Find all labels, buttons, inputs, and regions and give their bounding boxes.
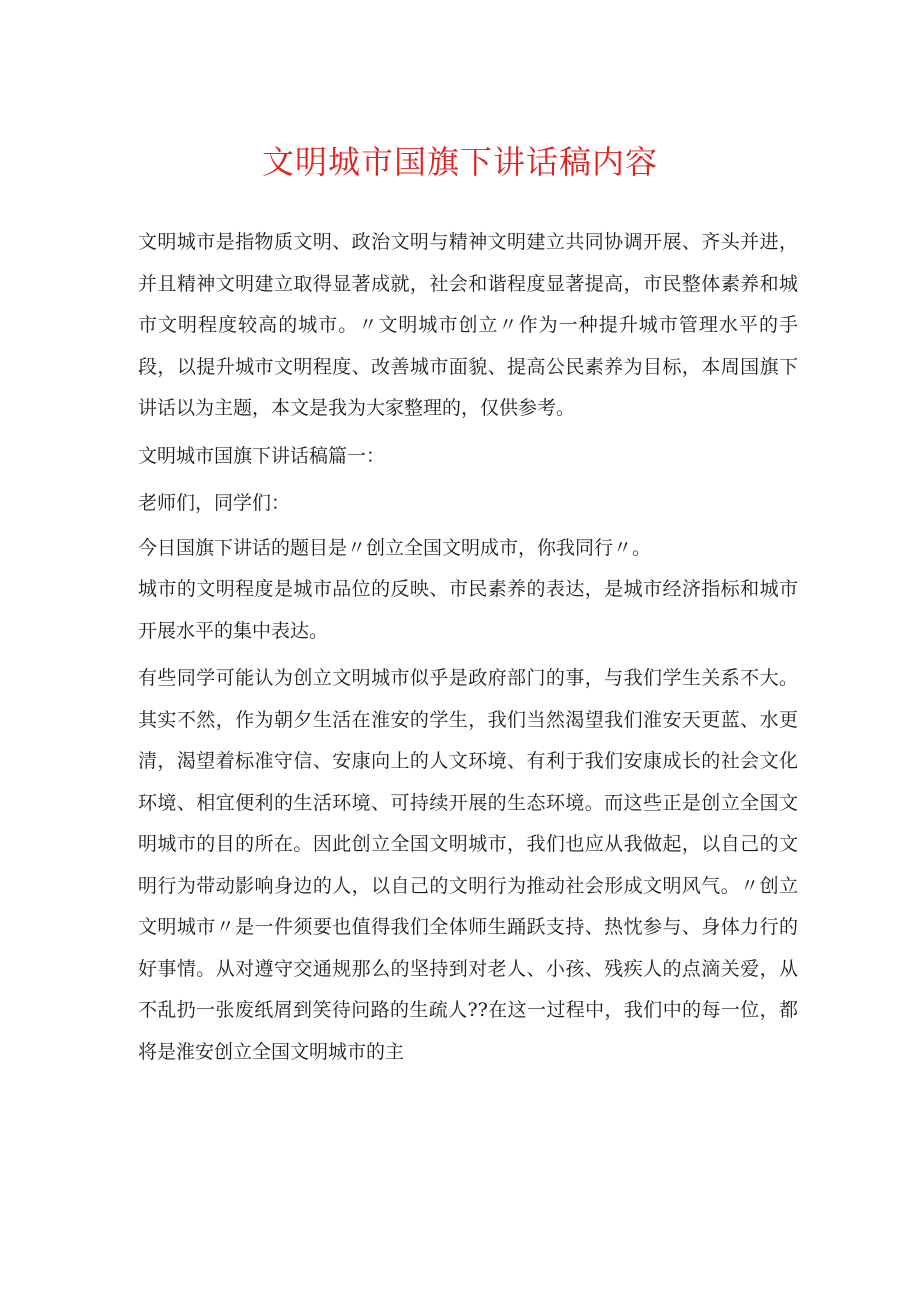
paragraph-salutation: 老师们，同学们： [138, 492, 291, 514]
paragraph-students: 有些同学可能认为创立文明城市似乎是政府部门的事，与我们学生关系不大。其实不然，作为朝夕生活在淮安的学生，我们当然渴望我们淮安天更蓝、水更清，渴望着标准守信、安康向上的人文环境、有利于我们安康成长的社会文化环境、相宜便利的生活环境、可持续开展的生态环境。而这些正是创立全国文明城市的目的所在。因此创立全国文明城市，我们也应从我做起，以自己的文明行为带动影响身边的人，以自己的文明行为推动社会形成文明风气。〃创立文明城市〃是一件须要也值得我们全体师生踊跃支持、热忱参与、身体力行的好事情。从对遵守交通规那么的坚持到对老人、小孩、残疾人的点滴关爱，从不乱扔一张废纸屑到笑待问路的生疏人??在这一过程中，我们中的每一位，都将是淮安创立全国文明城市的主 [138, 667, 798, 1063]
document-body [138, 222, 798, 1073]
document-title: 文明城市国旗下讲话稿内容 [261, 143, 658, 181]
paragraph-topic: 今日国旗下讲话的题目是〃创立全国文明成市，你我同行〃。 [138, 536, 652, 559]
paragraph-intro: 文明城市是指物质文明、政治文明与精神文明建立共同协调开展、齐头并进，并且精神文明建立取得显著成就，社会和谐程度显著提高，市民整体素养和城市文明程度较高的城市。〃文明城市创立〃作为一种提升城市管理水平的手段，以提升城市文明程度、改善城市面貌、提高公民素养为目标，本周国旗下讲话以为主题，本文是我为大家整理的，仅供参考。 [138, 231, 798, 419]
paragraph-city-civilization: 城市的文明程度是城市品位的反映、市民素养的表达，是城市经济指标和城市开展水平的集中表达。 [138, 578, 798, 642]
paragraph-section-heading: 文明城市国旗下讲话稿篇一： [138, 444, 386, 467]
